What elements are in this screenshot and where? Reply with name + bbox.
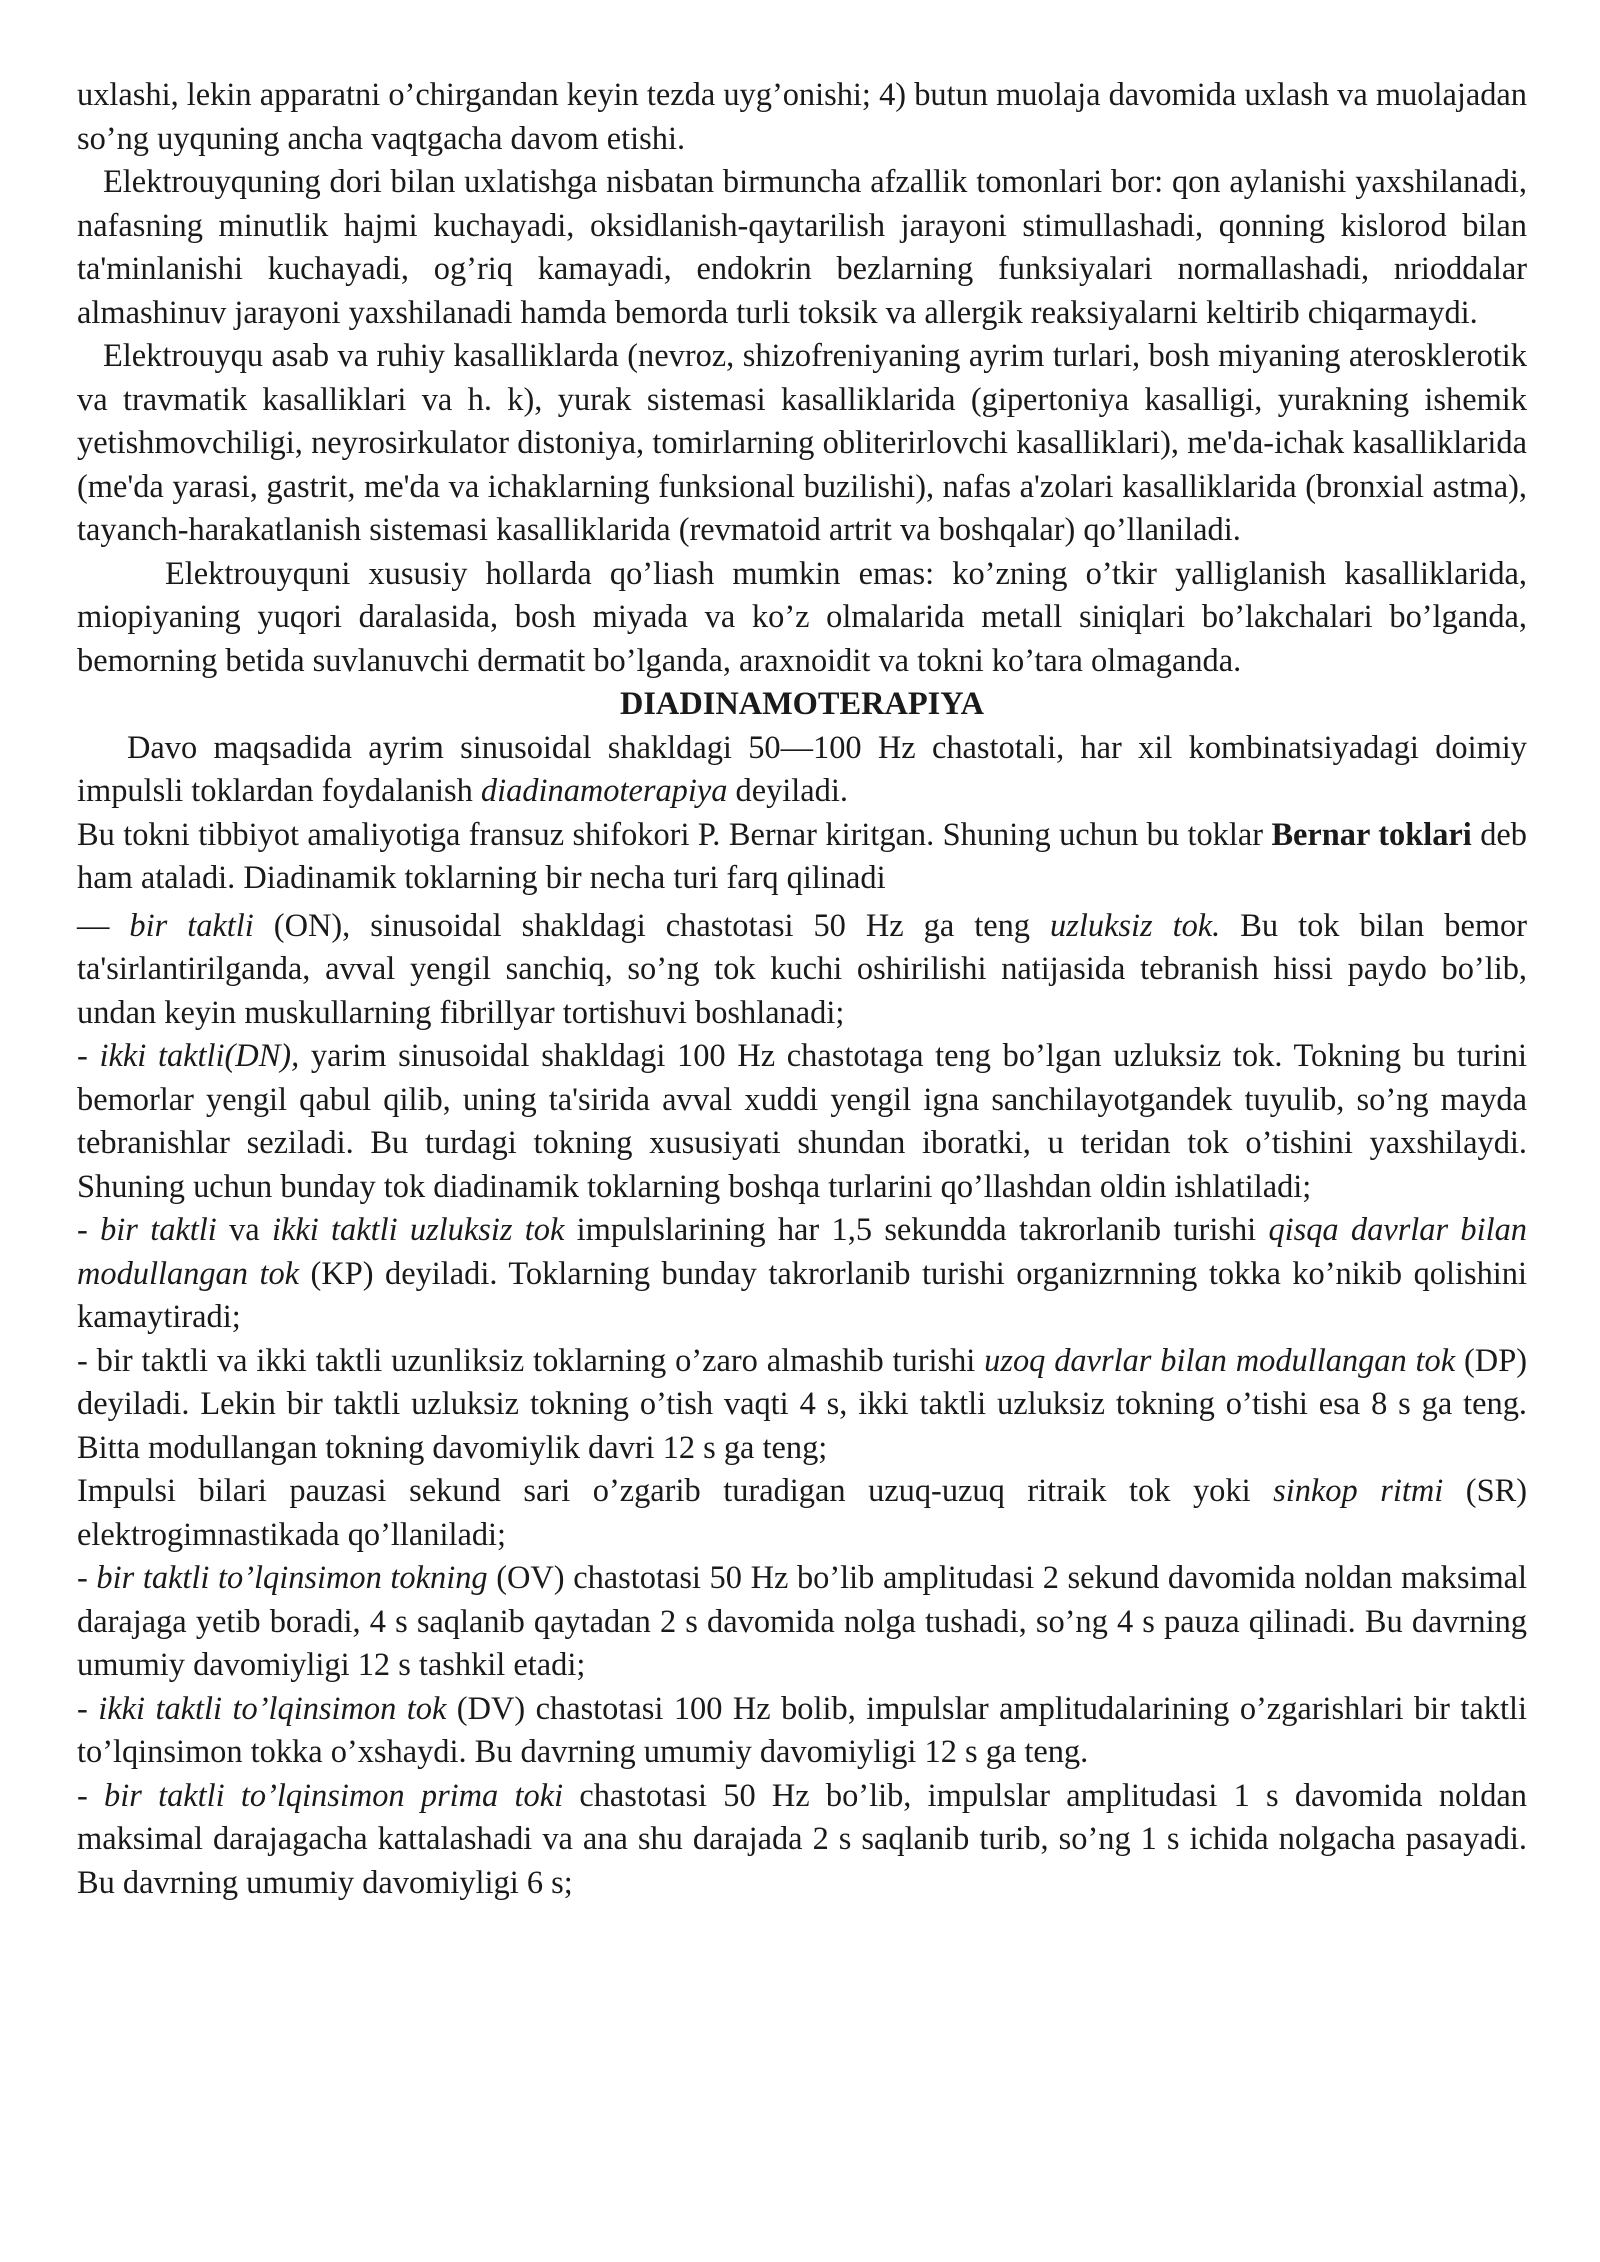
paragraph-7	[77, 905, 1527, 1036]
text-run: -	[77, 1212, 101, 1248]
italic-term: ikki taktli uzluksiz tok	[271, 1212, 565, 1248]
italic-term: bir taktli	[129, 907, 254, 944]
italic-term: sinkop ritmi	[1273, 1473, 1444, 1509]
text-run: -	[77, 1560, 97, 1596]
text-run: impulslarining har 1,5 sekundda takrorlanib turishi	[564, 1212, 1269, 1248]
paragraph-11	[77, 1470, 1527, 1557]
italic-term: bir taktli to’lqinsimon tokning	[96, 1560, 488, 1596]
paragraph-3: Elektrouyqu asab va ruhiy kasalliklarda (nevroz, shizofreniyaning ayrim turlari, bosh miyaning aterosklerotik va travmatik kasalliklari va h. k), yurak sistemasi kasalliklarida (gipertoniya kasalligi, yurakning ishemik yetishmovchiligi, neyrosirkulator distoniya, tomirlarning obliterirlovchi kasalliklari), me'da-ichak kasalliklarida (me'da yarasi, gastrit, me'da va ichaklarning funksional buzilishi), nafas a'zolari kasalliklarida (bronxial astma), tayanch-harakatlanish sistemasi kasalliklarida (revmatoid artrit va boshqalar) qo’llaniladi.	[77, 338, 1527, 548]
paragraph-2: Elektrouyquning dori bilan uxlatishga nisbatan birmuncha afzallik tomonlari bor: qon aylanishi yaxshilanadi, nafasning minutlik hajmi kuchayadi, oksidlanish-qaytarilish jarayoni stimullashadi, qonning kislorod bilan ta'minlanishi kuchayadi, og’riq kamayadi, endokrin bezlarning funksiyalari normallashadi, nrioddalar almashinuv jarayoni yaxshilanadi hamda bemorda turli toksik va allergik reaksiyalarni keltirib chiqarmaydi.	[77, 164, 1527, 331]
text-run: - bir taktli va ikki taktli uzunliksiz toklarning o’zaro almashib turishi	[77, 1342, 985, 1379]
text-run: (ON), sinusoidal shakldagi chastotasi 50 Hz ga teng	[253, 907, 1051, 944]
italic-term: bir taktli	[100, 1212, 217, 1248]
text-run: (DV) chastotasi 100 Hz bolib, impulslar amplitudalarining o’zgarishlari bir taktli to’lqinsimon tokka o’xshaydi. Bu davrning umumiy davomiyligi 12 s ga teng.	[77, 1690, 1527, 1770]
section-heading: DIADINAMOTERAPIYA	[619, 686, 985, 722]
text-run: -	[77, 1777, 105, 1814]
document-page	[77, 74, 1527, 1905]
italic-term: uzoq davrlar bilan modullangan tok	[984, 1342, 1456, 1379]
text-run: -	[77, 1690, 99, 1727]
paragraph-5	[77, 727, 1527, 814]
text-run: —	[77, 907, 130, 944]
italic-term: ikki taktli(DN),	[99, 1038, 300, 1074]
paragraph-12	[77, 1557, 1527, 1688]
text-run: Bu tok bilan bemor ta'sirlantirilganda, avval yengil sanchiq, so’ng tok kuchi oshirilishi natijasida tebranish hissi paydo bo’lib, undan keyin muskullarning fibrillyar tortishuvi boshlanadi;	[77, 907, 1528, 1031]
text-run: -	[77, 1038, 100, 1074]
text-run: deb ham ataladi. Diadinamik toklarning bir necha turi farq qilinadi	[77, 816, 1527, 896]
paragraph-9	[77, 1209, 1527, 1340]
text-run: Bu tokni tibbiyot amaliyotiga fransuz shifokori P. Bernar kiritgan. Shuning uchun bu toklar	[77, 816, 1272, 853]
italic-term: bir taktli to’lqinsimon prima toki	[104, 1777, 564, 1814]
text-run: Impulsi bilari pauzasi sekund sari o’zgarib turadigan uzuq-uzuq ritraik tok yoki	[77, 1473, 1274, 1509]
paragraph-8	[77, 1035, 1527, 1209]
italic-term: uzluksiz tok.	[1050, 907, 1221, 944]
text-run: yarim sinusoidal shakldagi 100 Hz chastotaga teng bo’lgan uzluksiz tok. Tokning bu turini bemorlar yengil qabul qilib, uning ta'sirida avval xuddi yengil igna sanchilayotgandek tuyulib, so’ng mayda tebranishlar seziladi. Bu turdagi tokning xususiyati shundan iboratki, u teridan tok o’tishini yaxshilaydi. Shuning uchun bunday tok diadinamik toklarning boshqa turlarini qo’llashdan oldin ishlatiladi;	[77, 1038, 1527, 1205]
paragraph-10	[77, 1340, 1527, 1471]
text-run: va	[216, 1212, 272, 1248]
text-run: (DP) deyiladi. Lekin bir taktli uzluksiz tokning o’tish vaqti 4 s, ikki taktli uzluksiz tokning o’tishi esa 8 s ga teng. Bitta modullangan tokning davomiylik davri 12 s ga teng;	[77, 1342, 1527, 1466]
paragraph-1: uxlashi, lekin apparatni o’chirgandan keyin tezda uyg’onishi; 4) butun muolaja davomida uxlash va muolajadan so’ng uyquning ancha vaqtgacha davom etishi.	[77, 77, 1527, 157]
paragraph-6	[77, 814, 1527, 901]
italic-term: diadinamoterapiya	[480, 773, 728, 809]
text-run: Davo maqsadida ayrim sinusoidal shakldagi 50—100 Hz chastotali, har xil kombinatsiyadagi doimiy impulsli toklardan foydalanish	[77, 729, 1527, 809]
bold-term: Bernar toklari	[1271, 816, 1472, 853]
italic-term: ikki taktli to’lqinsimon tok	[98, 1690, 447, 1727]
text-run: deyiladi.	[727, 773, 848, 809]
italic-term: qisqa davrlar bilan modullangan tok	[77, 1212, 1527, 1292]
text-run: chastotasi 50 Hz bo’lib, impulslar amplitudasi 1 s davomida noldan maksimal darajagacha kattalashadi va ana shu darajada 2 s saqlanib turib, so’ng 1 s ichida nolgacha pasayadi. Bu davrning umumiy davomiyligi 6 s;	[77, 1777, 1527, 1901]
text-run: (SR) elektrogimnastikada qo’llaniladi;	[77, 1473, 1527, 1553]
paragraph-14	[77, 1775, 1527, 1906]
text-run: (KP) deyiladi. Toklarning bunday takrorlanib turishi organizrnning tokka ko’nikib qolishini kamaytiradi;	[77, 1255, 1527, 1335]
paragraph-4: Elektrouyquni xususiy hollarda qo’liash mumkin emas: ko’zning o’tkir yalliglanish kasalliklarida, miopiyaning yuqori daralasida, bosh miyada va ko’z olmalarida metall siniqlari bo’lakchalari bo’lganda, bemorning betida suvlanuvchi dermatit bo’lganda, araxnoidit va tokni ko’tara olmaganda.	[77, 555, 1527, 679]
text-run: (OV) chastotasi 50 Hz bo’lib amplitudasi 2 sekund davomida noldan maksimal darajaga yetib boradi, 4 s saqlanib qaytadan 2 s davomida nolga tushadi, so’ng 4 s pauza qilinadi. Bu davrning umumiy davomiyligi 12 s tashkil etadi;	[77, 1560, 1528, 1683]
paragraph-13	[77, 1688, 1527, 1775]
